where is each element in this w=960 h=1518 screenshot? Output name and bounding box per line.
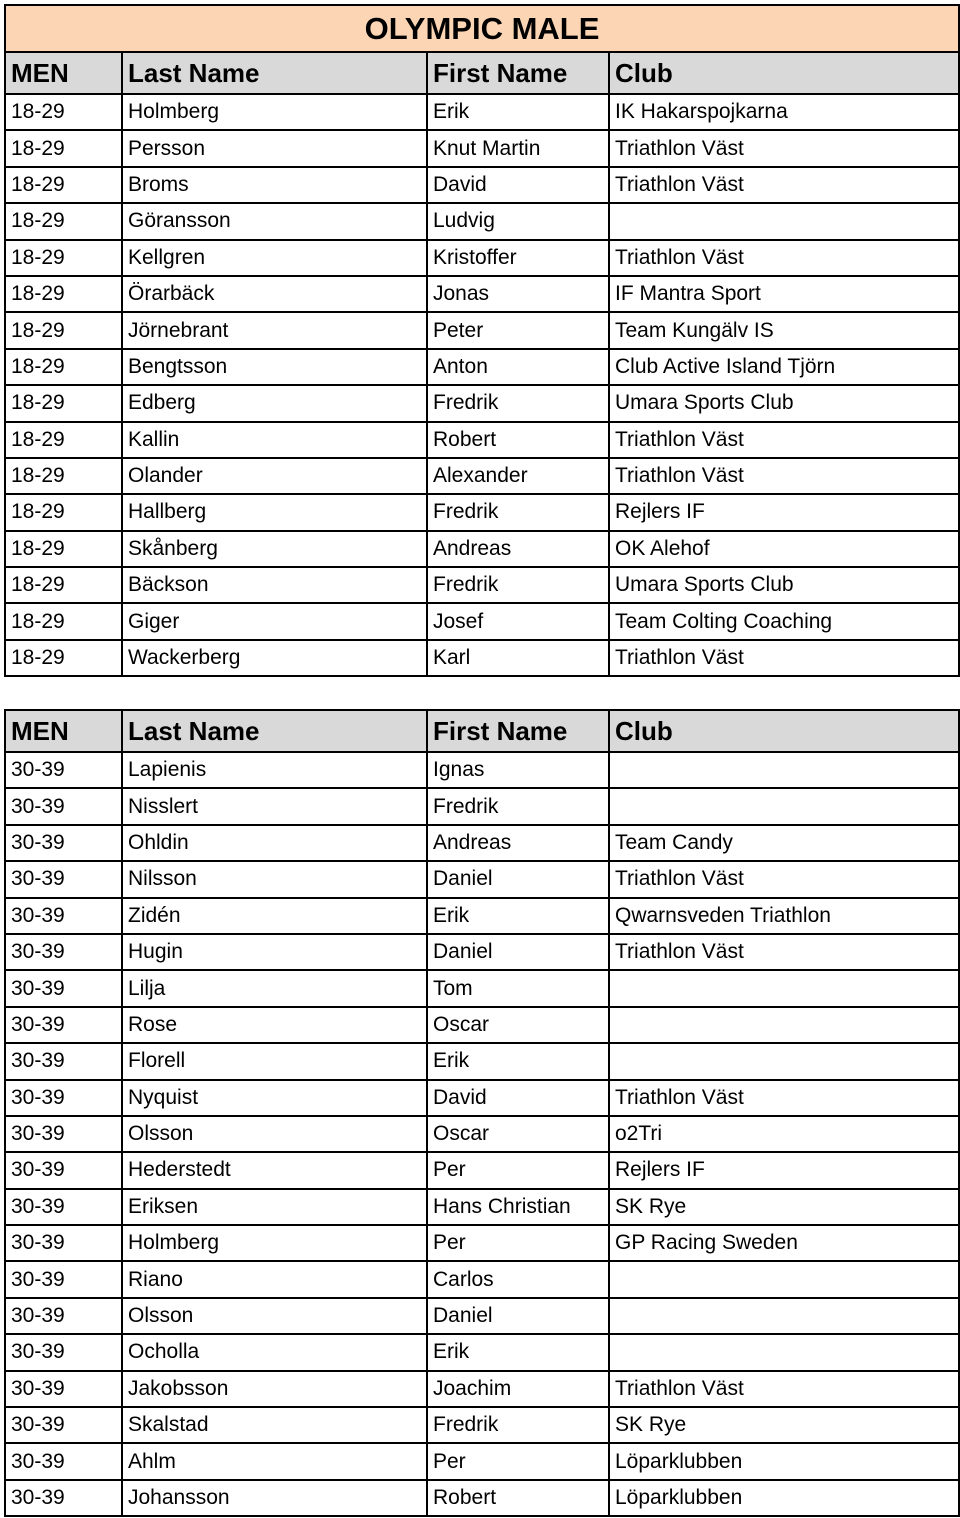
table-row	[5, 640, 959, 676]
age-group-cell: 30-39	[5, 1407, 122, 1443]
table-row	[5, 970, 959, 1006]
last-name-cell: Bäckson	[122, 567, 427, 603]
table-row	[5, 825, 959, 861]
table-row	[5, 1480, 959, 1516]
club-cell	[609, 1043, 959, 1079]
club-cell: Rejlers IF	[609, 494, 959, 530]
club-cell: Umara Sports Club	[609, 567, 959, 603]
table-row	[5, 752, 959, 788]
first-name-cell: Andreas	[427, 531, 609, 567]
first-name-cell: Ludvig	[427, 203, 609, 239]
age-group-cell: 30-39	[5, 1007, 122, 1043]
last-name-cell: Jakobsson	[122, 1371, 427, 1407]
age-group-cell: 30-39	[5, 898, 122, 934]
club-cell: Rejlers IF	[609, 1152, 959, 1188]
table-row	[5, 531, 959, 567]
column-header-last-name: Last Name	[122, 52, 427, 94]
first-name-cell: Karl	[427, 640, 609, 676]
last-name-cell: Persson	[122, 130, 427, 166]
age-group-cell: 18-29	[5, 603, 122, 639]
header-row	[5, 710, 959, 752]
last-name-cell: Lilja	[122, 970, 427, 1006]
age-group-cell: 18-29	[5, 567, 122, 603]
table-row	[5, 130, 959, 166]
last-name-cell: Wackerberg	[122, 640, 427, 676]
age-group-cell: 18-29	[5, 276, 122, 312]
table-row	[5, 1298, 959, 1334]
first-name-cell: Kristoffer	[427, 240, 609, 276]
age-group-cell: 30-39	[5, 1189, 122, 1225]
table-row	[5, 385, 959, 421]
last-name-cell: Nisslert	[122, 788, 427, 824]
last-name-cell: Kallin	[122, 422, 427, 458]
club-cell	[609, 203, 959, 239]
table-row	[5, 1407, 959, 1443]
club-cell: Triathlon Väst	[609, 934, 959, 970]
first-name-cell: Ignas	[427, 752, 609, 788]
club-cell	[609, 1298, 959, 1334]
table-row	[5, 1334, 959, 1370]
first-name-cell: Per	[427, 1225, 609, 1261]
column-header-first-name: First Name	[427, 52, 609, 94]
column-header-club: Club	[609, 710, 959, 752]
club-cell: Triathlon Väst	[609, 422, 959, 458]
results-table-30-39	[4, 709, 960, 1517]
age-group-cell: 18-29	[5, 531, 122, 567]
last-name-cell: Örarbäck	[122, 276, 427, 312]
age-group-cell: 18-29	[5, 312, 122, 348]
club-cell: SK Rye	[609, 1189, 959, 1225]
first-name-cell: Joachim	[427, 1371, 609, 1407]
last-name-cell: Göransson	[122, 203, 427, 239]
age-group-cell: 30-39	[5, 1371, 122, 1407]
last-name-cell: Bengtsson	[122, 349, 427, 385]
column-header-club: Club	[609, 52, 959, 94]
age-group-cell: 30-39	[5, 825, 122, 861]
table-row	[5, 861, 959, 897]
first-name-cell: Oscar	[427, 1116, 609, 1152]
club-cell: Triathlon Väst	[609, 640, 959, 676]
first-name-cell: Per	[427, 1152, 609, 1188]
first-name-cell: Fredrik	[427, 385, 609, 421]
last-name-cell: Holmberg	[122, 94, 427, 130]
club-cell	[609, 1007, 959, 1043]
age-group-cell: 30-39	[5, 1334, 122, 1370]
last-name-cell: Hugin	[122, 934, 427, 970]
table-row	[5, 1116, 959, 1152]
column-header-men: MEN	[5, 710, 122, 752]
age-group-cell: 30-39	[5, 1261, 122, 1297]
first-name-cell: David	[427, 1080, 609, 1116]
first-name-cell: Daniel	[427, 861, 609, 897]
age-group-cell: 30-39	[5, 1480, 122, 1516]
last-name-cell: Skånberg	[122, 531, 427, 567]
club-cell: Triathlon Väst	[609, 167, 959, 203]
column-header-first-name: First Name	[427, 710, 609, 752]
age-group-cell: 30-39	[5, 1443, 122, 1479]
age-group-cell: 30-39	[5, 788, 122, 824]
last-name-cell: Holmberg	[122, 1225, 427, 1261]
last-name-cell: Olsson	[122, 1298, 427, 1334]
results-table-18-29	[4, 4, 960, 677]
last-name-cell: Nyquist	[122, 1080, 427, 1116]
table-row	[5, 898, 959, 934]
club-cell: o2Tri	[609, 1116, 959, 1152]
sheet-title: OLYMPIC MALE	[5, 5, 959, 52]
table-row	[5, 203, 959, 239]
first-name-cell: Fredrik	[427, 494, 609, 530]
table-row	[5, 1261, 959, 1297]
last-name-cell: Ocholla	[122, 1334, 427, 1370]
age-group-cell: 18-29	[5, 349, 122, 385]
age-group-cell: 18-29	[5, 240, 122, 276]
club-cell	[609, 970, 959, 1006]
first-name-cell: Hans Christian	[427, 1189, 609, 1225]
club-cell: Team Kungälv IS	[609, 312, 959, 348]
table-row	[5, 167, 959, 203]
club-cell	[609, 788, 959, 824]
club-cell: Triathlon Väst	[609, 458, 959, 494]
club-cell: Triathlon Väst	[609, 1371, 959, 1407]
first-name-cell: Robert	[427, 1480, 609, 1516]
table-row	[5, 567, 959, 603]
table-row	[5, 788, 959, 824]
club-cell: Löparklubben	[609, 1443, 959, 1479]
table-row	[5, 422, 959, 458]
age-group-cell: 30-39	[5, 1043, 122, 1079]
first-name-cell: Fredrik	[427, 788, 609, 824]
last-name-cell: Jörnebrant	[122, 312, 427, 348]
club-cell: Qwarnsveden Triathlon	[609, 898, 959, 934]
first-name-cell: Per	[427, 1443, 609, 1479]
club-cell: IK Hakarspojkarna	[609, 94, 959, 130]
first-name-cell: Jonas	[427, 276, 609, 312]
last-name-cell: Giger	[122, 603, 427, 639]
table-row	[5, 349, 959, 385]
club-cell: Triathlon Väst	[609, 861, 959, 897]
club-cell: Umara Sports Club	[609, 385, 959, 421]
club-cell: Triathlon Väst	[609, 130, 959, 166]
age-group-cell: 18-29	[5, 640, 122, 676]
club-cell	[609, 1334, 959, 1370]
first-name-cell: Erik	[427, 898, 609, 934]
club-cell: OK Alehof	[609, 531, 959, 567]
table-row	[5, 240, 959, 276]
last-name-cell: Johansson	[122, 1480, 427, 1516]
age-group-cell: 30-39	[5, 861, 122, 897]
age-group-cell: 30-39	[5, 752, 122, 788]
last-name-cell: Eriksen	[122, 1189, 427, 1225]
age-group-cell: 18-29	[5, 422, 122, 458]
first-name-cell: Erik	[427, 1043, 609, 1079]
table-row	[5, 458, 959, 494]
first-name-cell: Peter	[427, 312, 609, 348]
table-row	[5, 1152, 959, 1188]
age-group-cell: 30-39	[5, 1152, 122, 1188]
first-name-cell: Robert	[427, 422, 609, 458]
column-header-men: MEN	[5, 52, 122, 94]
first-name-cell: Knut Martin	[427, 130, 609, 166]
last-name-cell: Florell	[122, 1043, 427, 1079]
last-name-cell: Olsson	[122, 1116, 427, 1152]
club-cell: Club Active Island Tjörn	[609, 349, 959, 385]
first-name-cell: Alexander	[427, 458, 609, 494]
last-name-cell: Rose	[122, 1007, 427, 1043]
club-cell: Team Candy	[609, 825, 959, 861]
last-name-cell: Hederstedt	[122, 1152, 427, 1188]
club-cell: Triathlon Väst	[609, 240, 959, 276]
first-name-cell: Andreas	[427, 825, 609, 861]
age-group-cell: 18-29	[5, 130, 122, 166]
table-row	[5, 276, 959, 312]
age-group-cell: 30-39	[5, 970, 122, 1006]
last-name-cell: Ohldin	[122, 825, 427, 861]
age-group-cell: 18-29	[5, 385, 122, 421]
club-cell: GP Racing Sweden	[609, 1225, 959, 1261]
first-name-cell: Daniel	[427, 934, 609, 970]
age-group-cell: 18-29	[5, 494, 122, 530]
age-group-cell: 30-39	[5, 1225, 122, 1261]
club-cell	[609, 1261, 959, 1297]
first-name-cell: Fredrik	[427, 567, 609, 603]
last-name-cell: Broms	[122, 167, 427, 203]
last-name-cell: Zidén	[122, 898, 427, 934]
table-row	[5, 1043, 959, 1079]
club-cell: Löparklubben	[609, 1480, 959, 1516]
table-row	[5, 94, 959, 130]
first-name-cell: David	[427, 167, 609, 203]
club-cell: Triathlon Väst	[609, 1080, 959, 1116]
first-name-cell: Josef	[427, 603, 609, 639]
first-name-cell: Fredrik	[427, 1407, 609, 1443]
table-row	[5, 1371, 959, 1407]
header-row	[5, 52, 959, 94]
table-row	[5, 1443, 959, 1479]
age-group-cell: 18-29	[5, 94, 122, 130]
last-name-cell: Skalstad	[122, 1407, 427, 1443]
table-row	[5, 312, 959, 348]
table-row	[5, 603, 959, 639]
first-name-cell: Daniel	[427, 1298, 609, 1334]
age-group-cell: 30-39	[5, 1116, 122, 1152]
first-name-cell: Oscar	[427, 1007, 609, 1043]
column-header-last-name: Last Name	[122, 710, 427, 752]
table-row	[5, 1225, 959, 1261]
last-name-cell: Lapienis	[122, 752, 427, 788]
table-row	[5, 494, 959, 530]
age-group-cell: 30-39	[5, 1298, 122, 1334]
last-name-cell: Ahlm	[122, 1443, 427, 1479]
club-cell: Team Colting Coaching	[609, 603, 959, 639]
table-row	[5, 1189, 959, 1225]
first-name-cell: Tom	[427, 970, 609, 1006]
last-name-cell: Olander	[122, 458, 427, 494]
club-cell	[609, 752, 959, 788]
first-name-cell: Anton	[427, 349, 609, 385]
age-group-cell: 30-39	[5, 934, 122, 970]
table-row	[5, 934, 959, 970]
club-cell: IF Mantra Sport	[609, 276, 959, 312]
club-cell: SK Rye	[609, 1407, 959, 1443]
age-group-cell: 30-39	[5, 1080, 122, 1116]
last-name-cell: Nilsson	[122, 861, 427, 897]
first-name-cell: Carlos	[427, 1261, 609, 1297]
age-group-cell: 18-29	[5, 203, 122, 239]
table-row	[5, 1080, 959, 1116]
last-name-cell: Edberg	[122, 385, 427, 421]
age-group-cell: 18-29	[5, 167, 122, 203]
last-name-cell: Riano	[122, 1261, 427, 1297]
last-name-cell: Hallberg	[122, 494, 427, 530]
first-name-cell: Erik	[427, 94, 609, 130]
table-body	[5, 752, 959, 1516]
table-row	[5, 1007, 959, 1043]
last-name-cell: Kellgren	[122, 240, 427, 276]
table-body	[5, 94, 959, 676]
age-group-cell: 18-29	[5, 458, 122, 494]
first-name-cell: Erik	[427, 1334, 609, 1370]
